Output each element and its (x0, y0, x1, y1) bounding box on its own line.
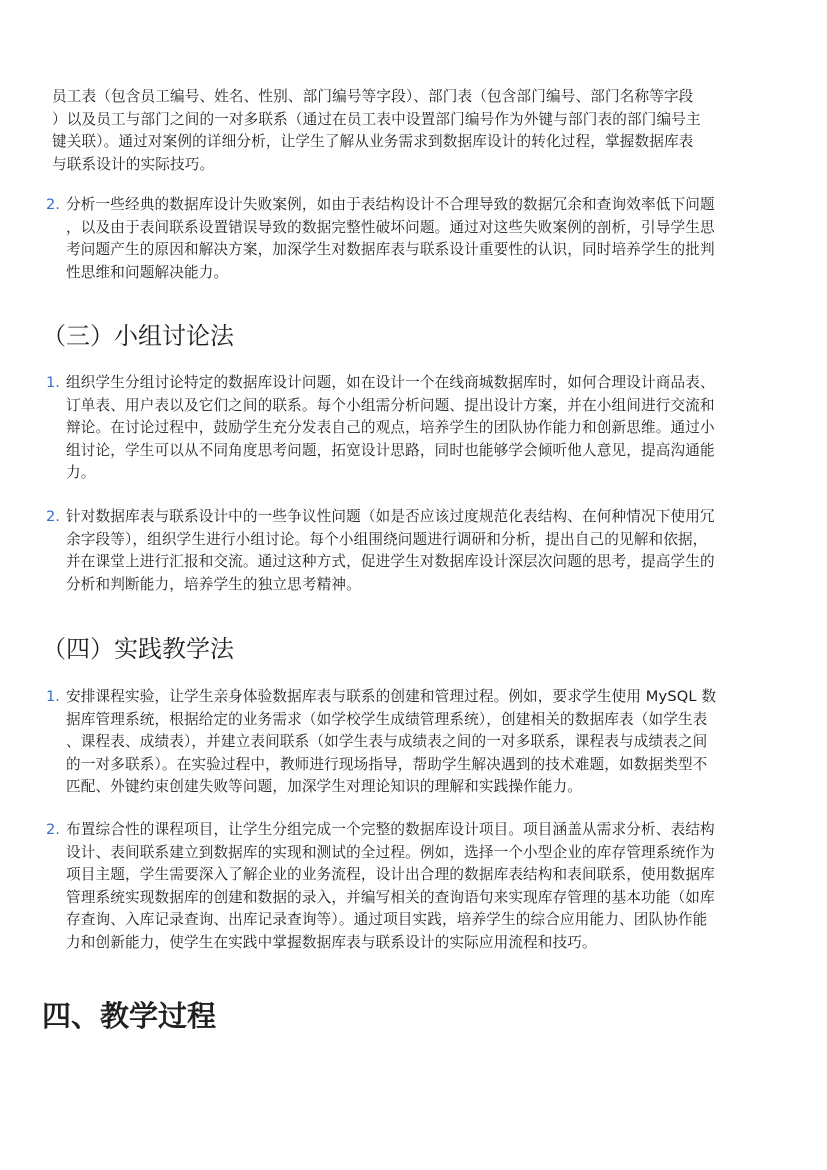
list-number: 1. (46, 374, 60, 391)
continuation-paragraph: 员工表（包含员工编号、姓名、性别、部门编号等字段）、部门表（包含部门编号、部门名称等字段 ）以及员工与部门之间的一对多联系（通过在员工表中设置部门编号作为外键与部门表的部门编号主 键关联）。通过对案例的详细分析，让学生了解从业务需求到数据库设计的转化过程，掌握数据库表 与联系设计的实际技巧。 (52, 88, 701, 173)
list-number: 2. (46, 508, 60, 525)
list-item-text: 布置综合性的课程项目，让学生分组完成一个完整的数据库设计项目。项目涵盖从需求分析、表结构 设计、表间联系建立到数据库的实现和测试的全过程。例如，选择一个小型企业的库存管理系统作为 项目主题，学生需要深入了解企业的业务流程，设计出合理的数据库表结构和表间联系，使用数据库 管理系统实现数据库的创建和数据的录入，并编写相关的查询语句来实现库存管理的基本功能（如库 存查询、入库记录查询、出库记录查询等）。通过项目实践，培养学生的综合应用能力、团队协作能 力和创新能力，使学生在实践中掌握数据库表与联系设计的实际应用流程和技巧。 (66, 821, 715, 951)
chapter-heading-teaching-process: 四、教学过程 (42, 999, 217, 1033)
list-number: 1. (46, 688, 60, 705)
list-item-text: 针对数据库表与联系设计中的一些争议性问题（如是否应该过度规范化表结构、在何种情况下使用冗 余字段等），组织学生进行小组讨论。每个小组围绕问题进行调研和分析，提出自己的见解和依据， 并在课堂上进行汇报和交流。通过这种方式，促进学生对数据库设计深层次问题的思考，提高学生的 分析和判断能力，培养学生的独立思考精神。 (66, 508, 715, 593)
section-heading-practice: （四）实践教学法 (42, 635, 234, 663)
list-item-text: 安排课程实验，让学生亲身体验数据库表与联系的创建和管理过程。例如，要求学生使用 MySQL 数 据库管理系统，根据给定的业务需求（如学校学生成绩管理系统），创建相关的数据库表（如学生表 、课程表、成绩表），并建立表间联系（如学生表与成绩表之间的一对多联系，课程表与成绩表之间 的一对多联系）。在实验过程中，教师进行现场指导，帮助学生解决遇到的技术难题，如数据类型不 匹配、外键约束创建失败等问题，加深学生对理论知识的理解和实践操作能力。 (66, 688, 717, 796)
list-number: 2. (46, 196, 60, 213)
list-number: 2. (46, 821, 60, 838)
section-heading-group-discussion: （三）小组讨论法 (42, 322, 234, 350)
list-item-text: 组织学生分组讨论特定的数据库设计问题，如在设计一个在线商城数据库时，如何合理设计商品表、 订单表、用户表以及它们之间的联系。每个小组需分析问题、提出设计方案，并在小组间进行交流和 辩论。在讨论过程中，鼓励学生充分发表自己的观点，培养学生的团队协作能力和创新思维。通过小 组讨论，学生可以从不同角度思考问题，拓宽设计思路，同时也能够学会倾听他人意见，提高沟通能 力。 (66, 374, 715, 482)
list-item-text: 分析一些经典的数据库设计失败案例，如由于表结构设计不合理导致的数据冗余和查询效率低下问题 ，以及由于表间联系设置错误导致的数据完整性破坏问题。通过对这些失败案例的剖析，引导学生思 考问题产生的原因和解决方案，加深学生对数据库表与联系设计重要性的认识，同时培养学生的批判 性思维和问题解决能力。 (66, 196, 715, 281)
